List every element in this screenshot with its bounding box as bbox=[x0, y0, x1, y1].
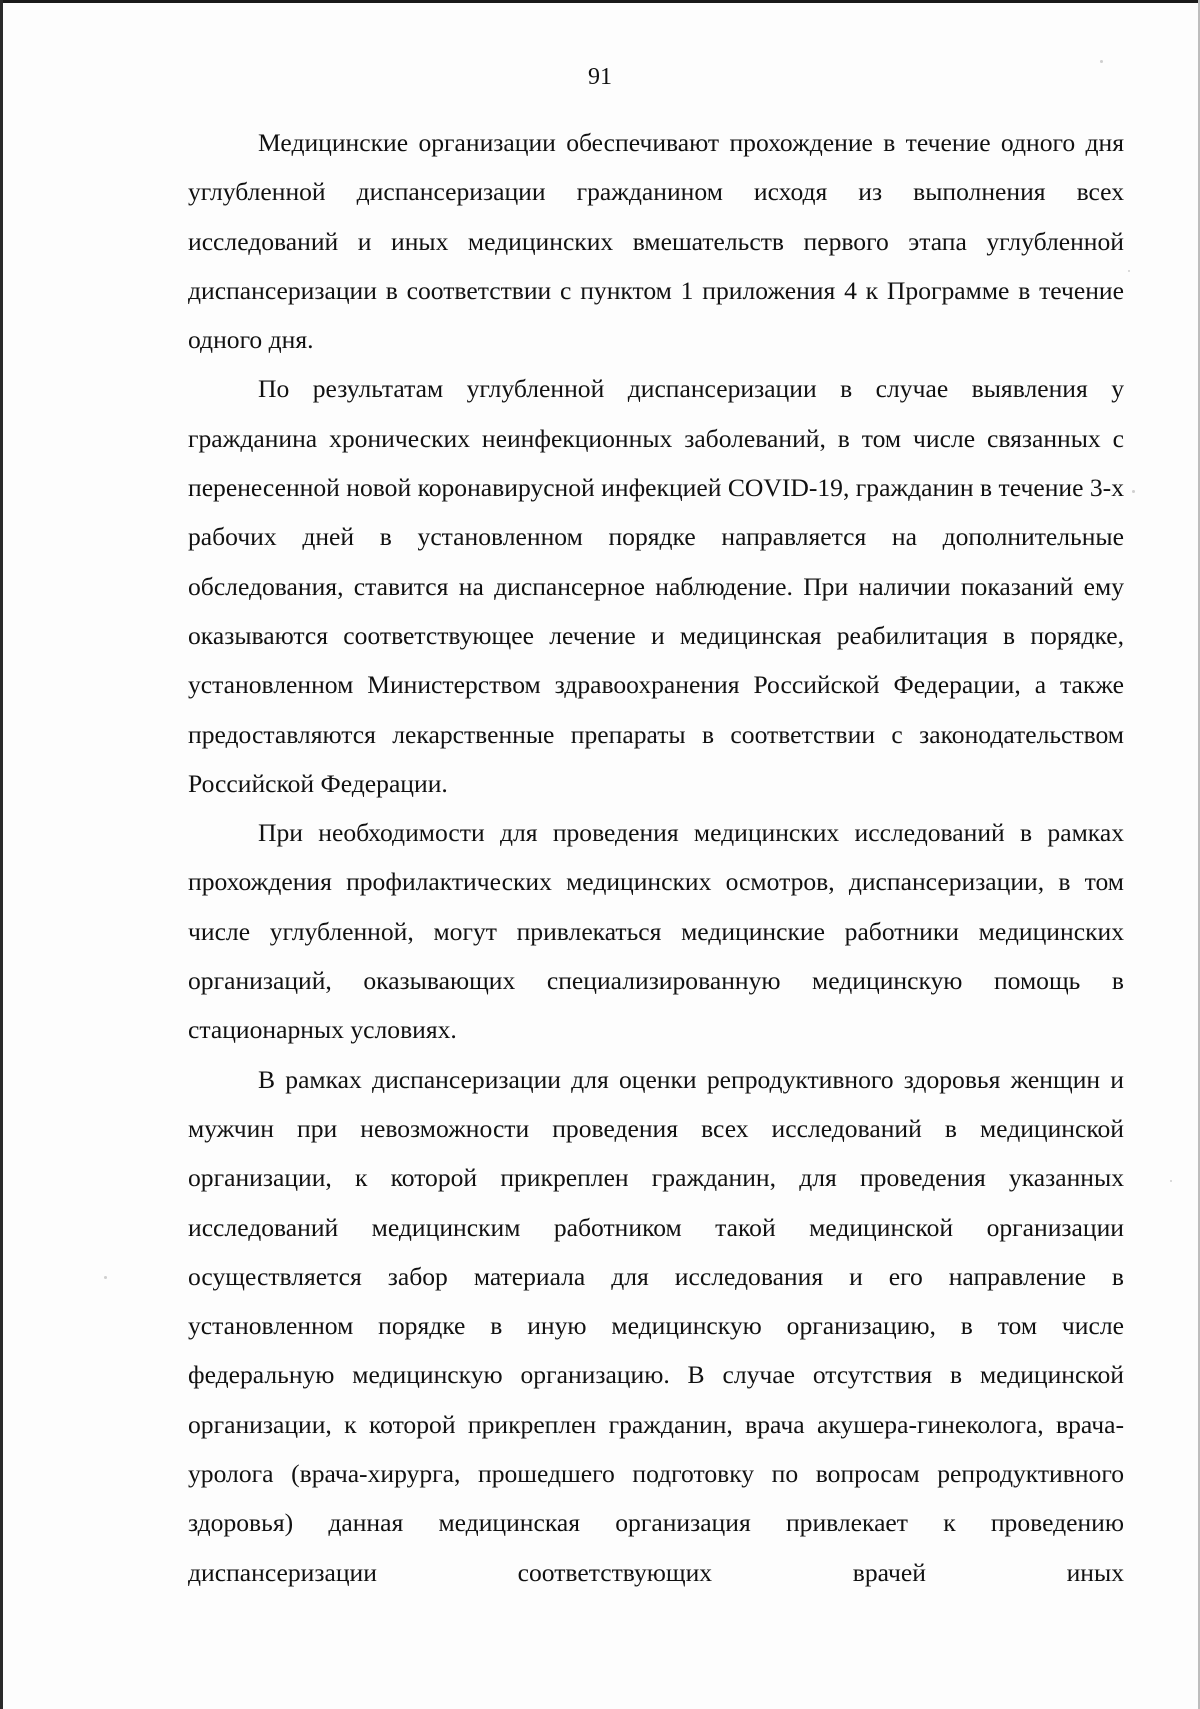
paragraph-1: Медицинские организации обеспечивают прохождение в течение одного дня углубленной диспансеризации гражданином исходя из выполнения всех исследований и иных медицинских вмешательств первого этапа углубленной диспансеризации в соответствии с пунктом 1 приложения 4 к Программе в течение одного дня. bbox=[188, 128, 1124, 355]
document-body bbox=[188, 118, 1124, 1597]
scan-speck bbox=[1128, 270, 1130, 272]
scan-speck bbox=[1100, 60, 1103, 63]
scan-border-left bbox=[0, 0, 3, 1709]
scan-speck bbox=[1170, 1180, 1172, 1182]
scan-border-top bbox=[0, 0, 1200, 3]
scan-speck bbox=[1132, 490, 1135, 493]
paragraph-2: По результатам углубленной диспансеризации в случае выявления у гражданина хронических неинфекционных заболеваний, в том числе связанных с перенесенной новой коронавирусной инфекцией COVID-19, гражданин в течение 3-х рабочих дней в установленном порядке направляется на дополнительные обследования, ставится на диспансерное наблюдение. При наличии показаний ему оказываются соответствующее лечение и медицинская реабилитация в порядке, установленном Министерством здравоохранения Российской Федерации, а также предоставляются лекарственные препараты в соответствии с законодательством Российской Федерации. bbox=[188, 374, 1124, 798]
scan-speck bbox=[104, 1276, 107, 1279]
paragraph-4: В рамках диспансеризации для оценки репродуктивного здоровья женщин и мужчин при невозможности проведения всех исследований в медицинской организации, к которой прикреплен гражданин, для проведения указанных исследований медицинским работником такой медицинской организации осуществляется забор материала для исследования и его направление в установленном порядке в иную медицинскую организацию, в том числе федеральную медицинскую организацию. В случае отсутствия в медицинской организации, к которой прикреплен гражданин, врача акушера-гинеколога, врача-уролога (врача-хирурга, прошедшего подготовку по вопросам репродуктивного здоровья) данная медицинская организация привлекает к проведению диспансеризации соответствующих врачей иных bbox=[188, 1064, 1124, 1587]
paragraph-3: При необходимости для проведения медицинских исследований в рамках прохождения профилактических медицинских осмотров, диспансеризации, в том числе углубленной, могут привлекаться медицинские работники медицинских организаций, оказывающих специализированную медицинскую помощь в стационарных условиях. bbox=[188, 818, 1124, 1045]
page-number: 91 bbox=[588, 64, 612, 90]
